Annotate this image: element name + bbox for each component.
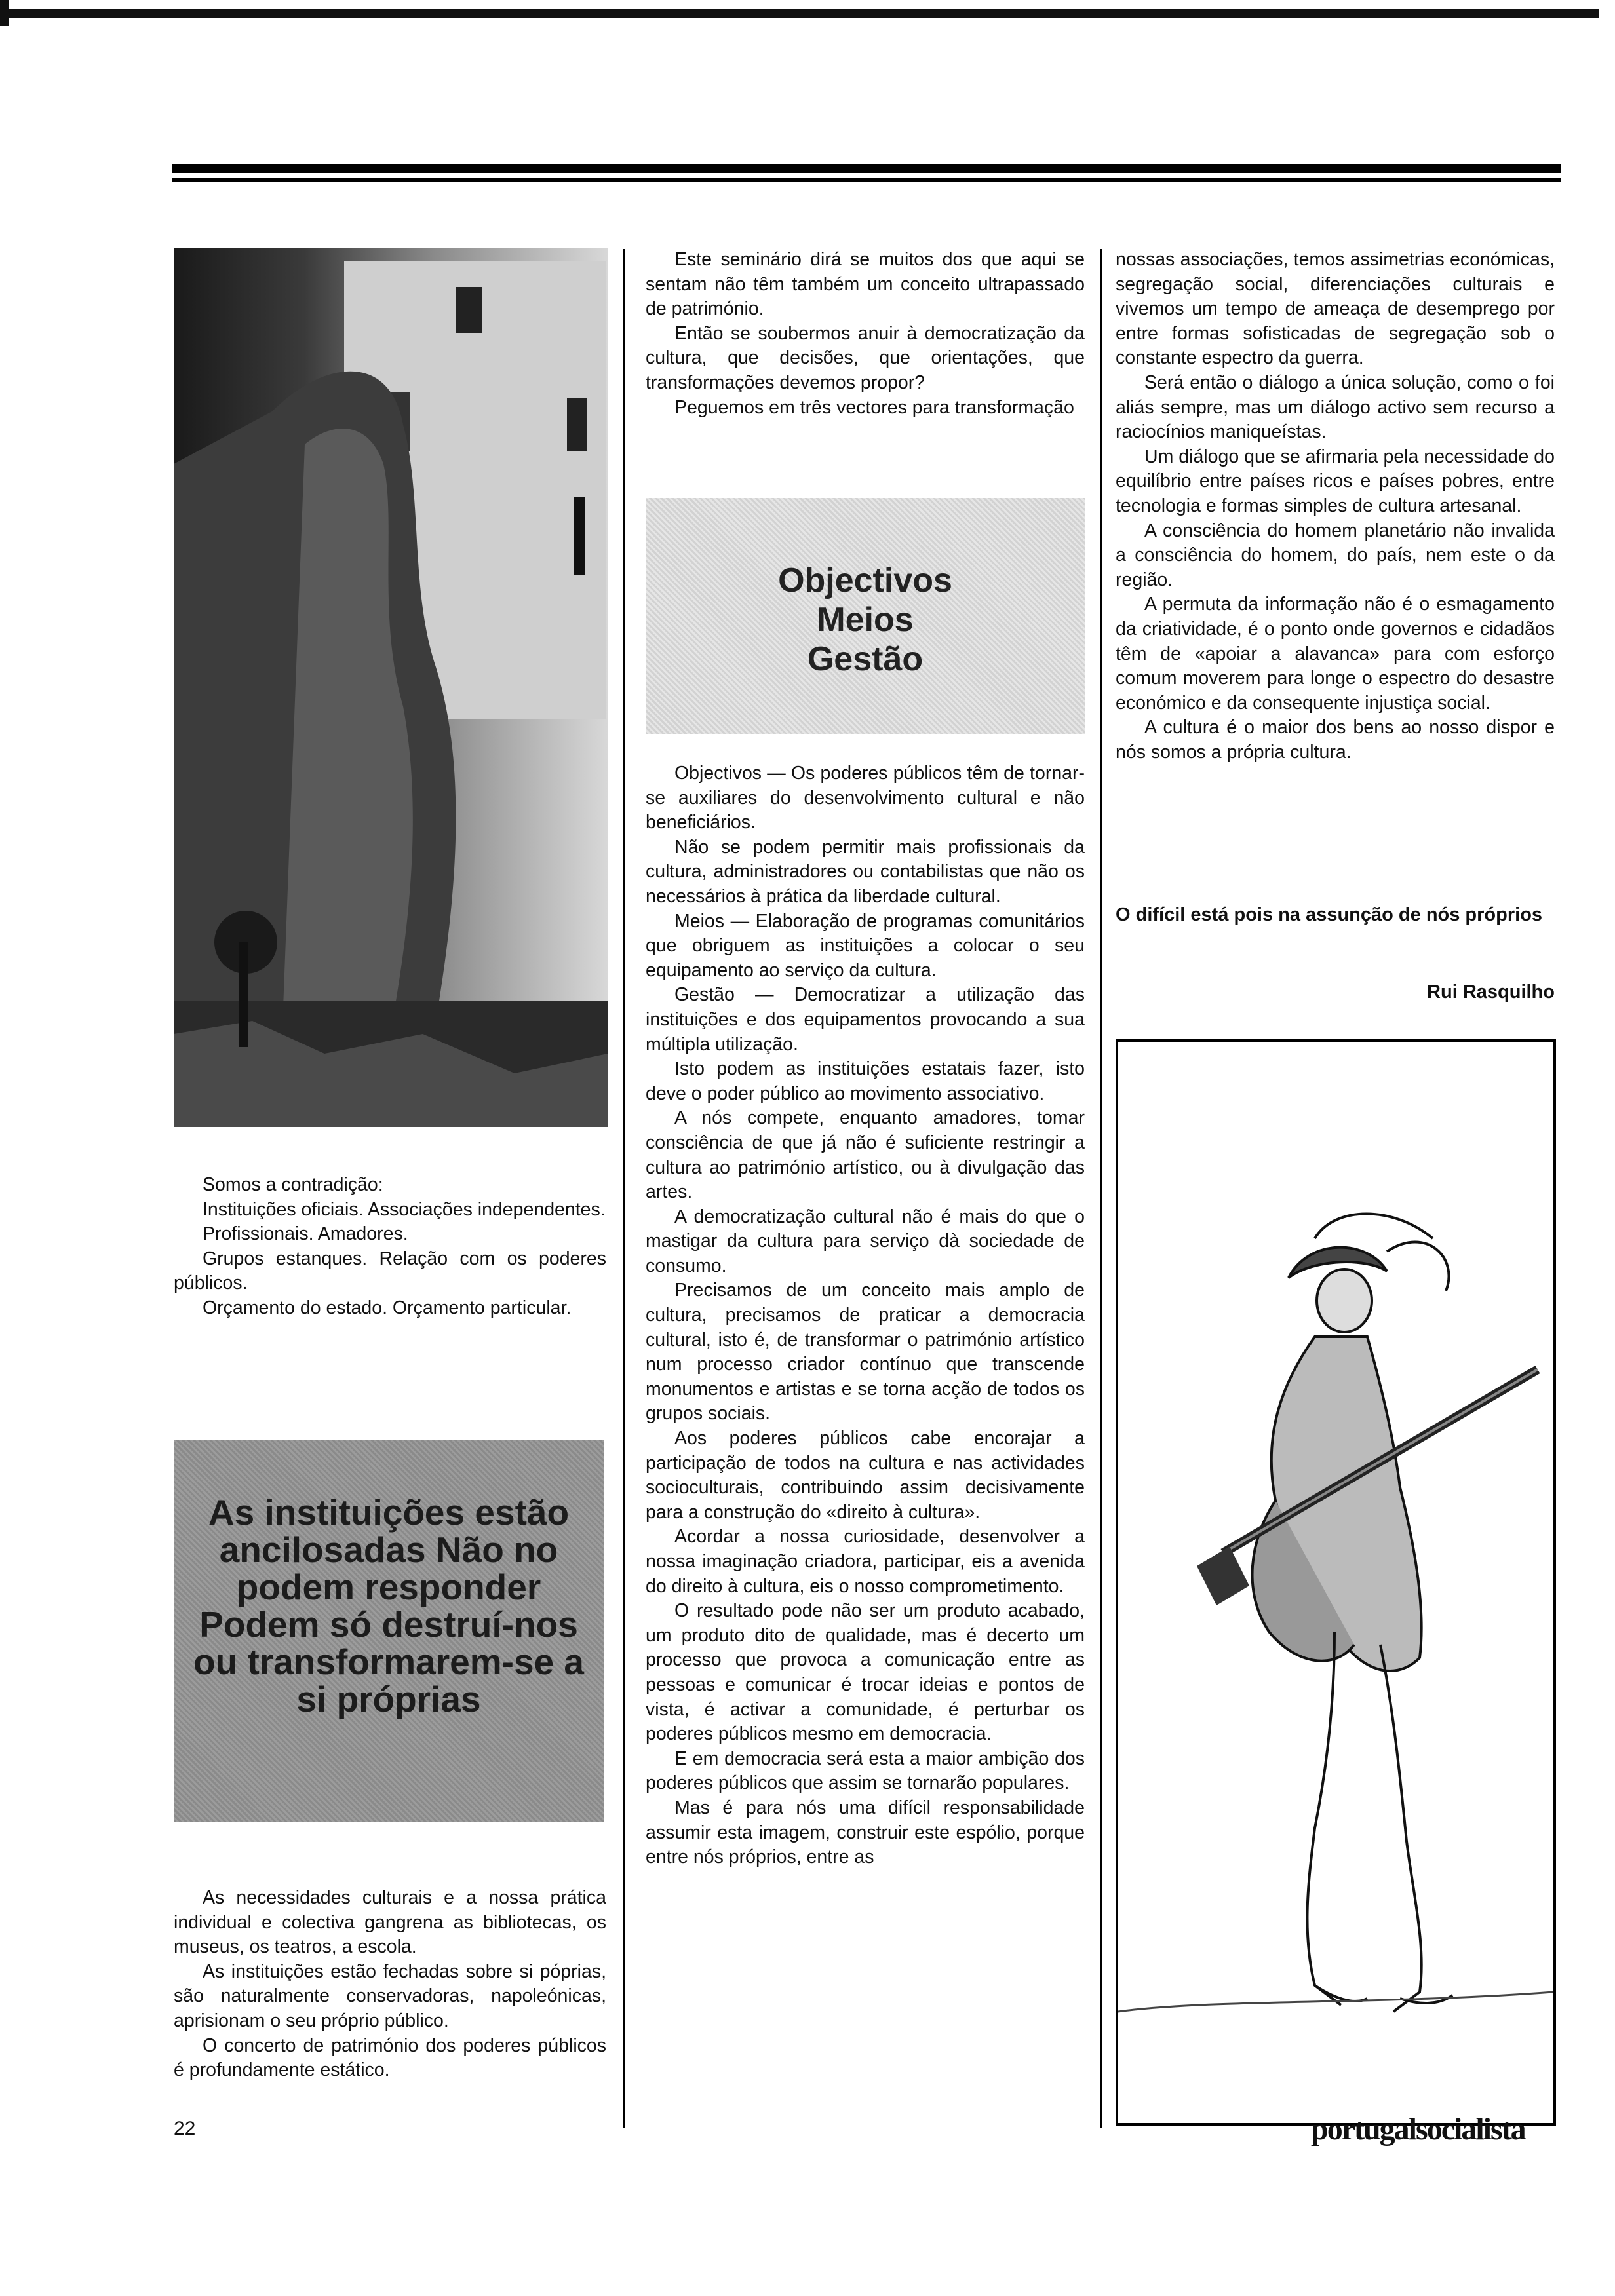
paragraph: As necessidades culturais e a nossa prática individual e colectiva gangrena as bibliotecas, os museus, os teatros, a escola. xyxy=(174,1887,606,1958)
paragraph: Meios — Elaboração de programas comunitários que obriguem as instituições a colocar o seu equipamento ao serviço da cultura. xyxy=(646,910,1085,981)
paragraph: A consciência do homem planetário não invalida a consciência do homem, do país, nem este o da região. xyxy=(1116,520,1555,590)
contradiction-line: Orçamento do estado. Orçamento particular. xyxy=(203,1297,572,1318)
paragraph: A democratização cultural não é mais do que o mastigar da cultura para serviço dà sociedade de consumo. xyxy=(646,1206,1085,1276)
closing-statement: O difícil está pois na assunção de nós próprios xyxy=(1116,904,1543,925)
paragraph: Não se podem permitir mais profissionais da cultura, administradores ou contabilistas que não os necessários à prática da liberdade cultural. xyxy=(646,836,1085,907)
contradiction-line: Instituições oficiais. Associações independentes. xyxy=(203,1198,606,1220)
paragraph: Acordar a nossa curiosidade, desenvolver a nossa imaginação criadora, participar, eis a avenida do direito à cultura, eis o nosso comprometimento. xyxy=(646,1526,1085,1597)
top-edge-rule xyxy=(0,9,1599,18)
contradiction-line: Grupos estanques. Relação com os poderes públicos. xyxy=(174,1248,606,1294)
institutions-callout-box xyxy=(174,1440,604,1822)
paragraph: A cultura é o maior dos bens ao nosso dispor e nós somos a própria cultura. xyxy=(1116,717,1555,763)
author-byline xyxy=(1116,980,1555,1005)
paragraph: O resultado pode não ser um produto acabado, um produto dito de qualidade, mas é decerto um processo que provoca a comunicação entre as pessoas e comunicar é trocar ideias e pontos de vista, é activar a comunidade, é perturbar os poderes públicos mesmo em democracia. xyxy=(646,1600,1085,1745)
paragraph: Peguemos em três vectores para transformação xyxy=(674,396,1074,418)
paragraph: Objectivos — Os poderes públicos têm de tornar-se auxiliares do desenvolvimento cultural e não beneficiários. xyxy=(646,763,1085,833)
paragraph: Este seminário dirá se muitos dos que aqui se sentam não têm também um conceito ultrapassado de património. xyxy=(646,249,1085,320)
paragraph: As instituições estão fechadas sobre si póprias, são naturalmente conservadoras, napoleónicas, aprisionam o seu próprio público. xyxy=(174,1961,606,2031)
vectors-title xyxy=(646,561,1085,679)
header-rule-thin xyxy=(172,178,1561,182)
paragraph: Então se soubermos anuir à democratização da cultura, que decisões, que orientações, que transformações devemos propor? xyxy=(646,322,1085,393)
middle-column-body xyxy=(646,761,1085,1870)
paragraph: A nós compete, enquanto amadores, tomar consciência de que já não é suficiente restringir a cultura ao património artístico, ou à divulgação das artes. xyxy=(646,1107,1085,1203)
contradiction-line: Profissionais. Amadores. xyxy=(203,1223,408,1245)
contradiction-line: Somos a contradição: xyxy=(203,1174,383,1195)
paragraph: Gestão — Democratizar a utilização das instituições e dos equipamentos provocando a sua múltipla utilização. xyxy=(646,984,1085,1055)
paragraph: Um diálogo que se afirmaria pela necessidade do equilíbrio entre países ricos e países pobres, entre tecnologia e formas simples de cultura artesanal. xyxy=(1116,446,1555,516)
paragraph: nossas associações, temos assimetrias económicas, segregação social, diferenciações culturais e vivemos um tempo de ameaça de desemprego por entre formas sofisticadas de segregação sob o constante espectro da guerra. xyxy=(1116,249,1555,369)
statue-photo xyxy=(174,248,608,1127)
musketeer-illustration xyxy=(1116,1039,1556,2126)
vectors-title-line: Meios xyxy=(817,601,914,639)
vectors-title-box xyxy=(646,498,1085,734)
paragraph: A permuta da informação não é o esmagamento da criatividade, é o ponto onde governos e cidadãos têm de «apoiar a alavanca» para com esforço comum moverem para longe o espectro do desastre económico e da consequente injustiça social. xyxy=(1116,594,1555,714)
contradiction-list xyxy=(174,1173,606,1321)
left-column-body xyxy=(174,1886,606,2083)
vectors-title-line: Gestão xyxy=(807,640,924,678)
header-rule-thick xyxy=(172,164,1561,173)
author-name: Rui Rasquilho xyxy=(1427,982,1555,1003)
institutions-callout-text: As instituições estão ancilosadas Não no podem responder Podem só destruí-nos ou transformarem-se a si próprias xyxy=(193,1492,585,1719)
paragraph: E em democracia será esta a maior ambição dos poderes públicos que assim se tornarão populares. xyxy=(646,1748,1085,1794)
paragraph: Isto podem as instituições estatais fazer, isto deve o poder público ao movimento associativo. xyxy=(646,1058,1085,1104)
paragraph: Precisamos de um conceito mais amplo de cultura, precisamos de praticar a democracia cultural, isto é, de transformar o património artístico num processo criador contínuo que transcende monumentos e artistas e se torna acção de todos os grupos sociais. xyxy=(646,1280,1085,1425)
vectors-title-line: Objectivos xyxy=(778,562,952,600)
column-divider-left xyxy=(623,249,625,2128)
column-divider-right xyxy=(1100,249,1102,2128)
closing-statement-block xyxy=(1116,903,1555,928)
right-column-body xyxy=(1116,248,1555,765)
page-number: 22 xyxy=(174,2118,196,2139)
publication-masthead: portugalsocialista xyxy=(1311,2112,1525,2147)
paragraph: Mas é para nós uma difícil responsabilidade assumir esta imagem, construir este espólio, porque entre nós próprios, entre as xyxy=(646,1797,1085,1868)
paragraph: Aos poderes públicos cabe encorajar a participação de todos na cultura e nas actividades socioculturais, contribuindo assim decisivamente para a construção do «direito à cultura». xyxy=(646,1428,1085,1523)
paragraph: Será então o diálogo a única solução, como o foi aliás sempre, mas um diálogo activo sem recurso a raciocínios maniqueístas. xyxy=(1116,372,1555,443)
paragraph: O concerto de património dos poderes públicos é profundamente estático. xyxy=(174,2035,606,2081)
middle-column-intro xyxy=(646,248,1085,420)
